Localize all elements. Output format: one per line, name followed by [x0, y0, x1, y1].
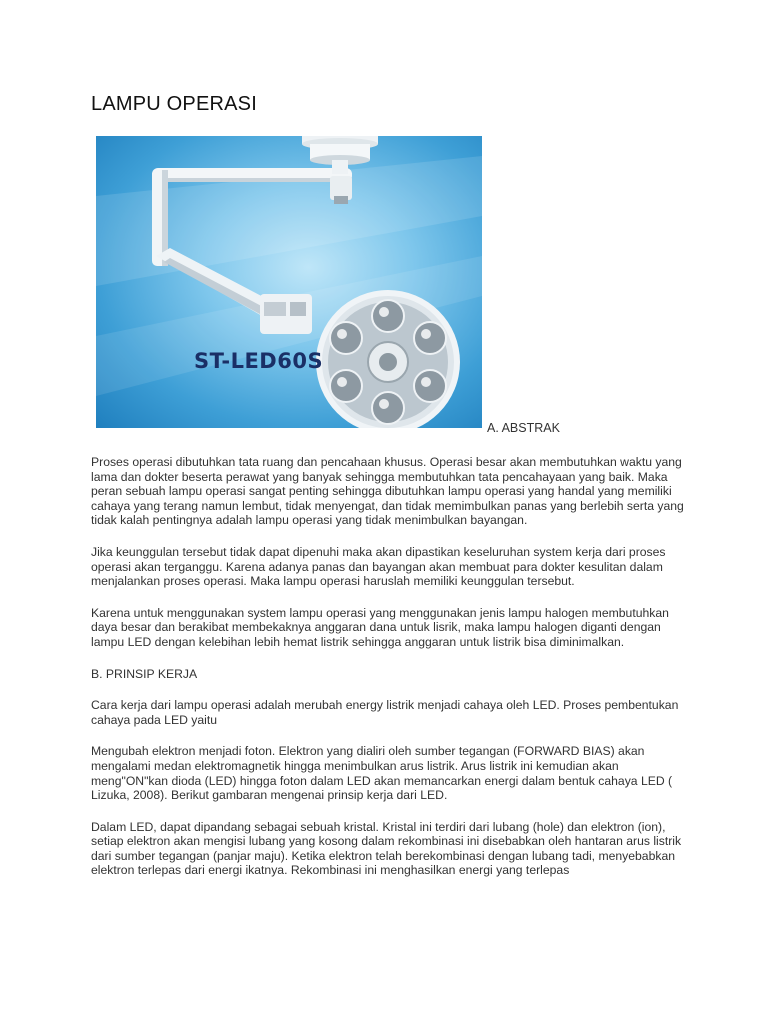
- paragraph: Proses operasi dibutuhkan tata ruang dan pencahaan khusus. Operasi besar akan membutuhkan waktu yang lama dan dokter beserta perawat yang banyak sehingga membutuhkan tata pencahayaan yang baik. Maka peran sebuah lampu operasi sangat penting sehingga dibutuhkan lampu operasi yang handal yang memiliki cahaya yang terang namun lembut, tidak menyengat, dan tidak memimbulkan panas yang berlebih serta yang tidak kalah pentingnya adalah lampu operasi yang tidak menimbulkan bayangan.: [91, 455, 684, 528]
- page-title: LAMPU OPERASI: [91, 93, 257, 115]
- paragraph: Dalam LED, dapat dipandang sebagai sebuah kristal. Kristal ini terdiri dari lubang (hole) dan elektron (ion), setiap elektron akan mengisi lubang yang kosong dalam rekombinasi ini disebabkan oleh hantaran arus listrik dari sumber tegangan (panjar maju). Ketika elektron telah berekombinasi dengan lubang tadi, menyebabkan elektron terlepas dari energi ikatnya. Rekombinasi ini menghasilkan energi yang terlepas: [91, 819, 682, 878]
- paragraph: Karena untuk menggunakan system lampu operasi yang menggunakan jenis lampu halogen membutuhkan daya besar dan berakibat membekaknya anggaran dana untuk lisrik, maka lampu halogen diganti dengan lampu LED dengan kelebihan lebih hemat listrik sehingga anggaran untuk listrik bisa diminimalkan.: [91, 605, 669, 649]
- surgical-lamp-illustration: [96, 136, 482, 428]
- paragraph: Mengubah elektron menjadi foton. Elektron yang dialiri oleh sumber tegangan (FORWARD BIAS) akan mengalami medan elektromagnetik hingga menimbulkan arus listrik. Arus listrik ini kemudian akan meng"ON"kan dioda (LED) hingga foton dalam LED akan memancarkan energi dalam bentuk cahaya LED ( Lizuka, 2008). Berikut gambaran mengenai prinsip kerja dari LED.: [91, 744, 673, 803]
- model-label: ST-LED60S: [194, 349, 324, 373]
- paragraph: Jika keunggulan tersebut tidak dapat dipenuhi maka akan dipastikan keseluruhan system kerja dari proses operasi akan terganggu. Karena adanya panas dan bayangan akan membuat para dokter kesulitan dalam menjalankan proses operasi. Maka lampu operasi haruslah memiliki keunggulan tersebut.: [91, 544, 666, 589]
- surgical-lamp-image: [96, 136, 482, 428]
- paragraph: Cara kerja dari lampu operasi adalah merubah energy listrik menjadi cahaya oleh LED. Proses pembentukan cahaya pada LED yaitu: [91, 698, 679, 727]
- section-heading-abstrak: A. ABSTRAK: [487, 421, 560, 435]
- article-body: [91, 455, 691, 895]
- section-heading-prinsip-kerja: B. PRINSIP KERJA: [91, 666, 198, 681]
